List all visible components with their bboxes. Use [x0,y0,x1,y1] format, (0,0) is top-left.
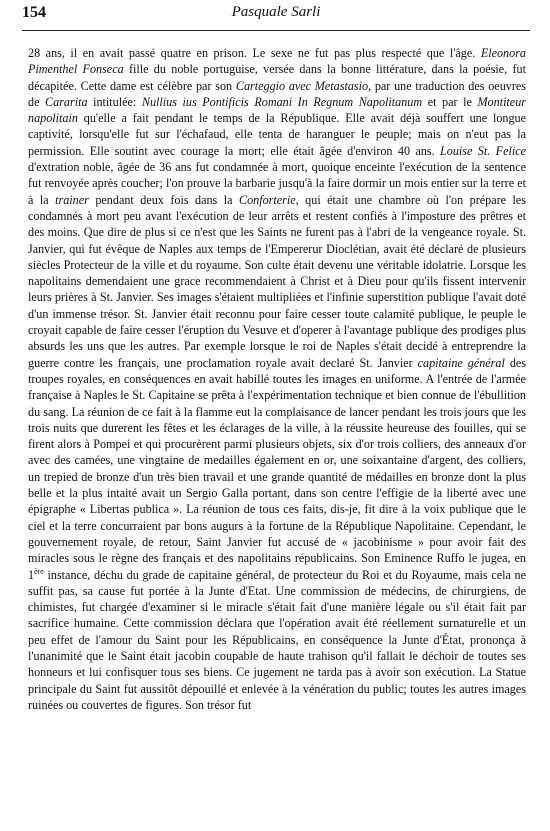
italic-text: Cararita [45,94,88,109]
running-head: Pasquale Sarli [231,4,321,20]
italic-text: Conforterie [239,192,296,207]
italic-text: Eleonora Pimenthel Fonseca [28,46,526,77]
italic-text: Montiteur napolitain [28,94,526,126]
page-header [22,0,530,31]
text-run: intitulée: [87,94,142,109]
text-run: qu'elle a fait pendant le temps de la République. Elle avait déjà souffert une longue captivité, lorsqu'elle fut sur l'échafaud, elle tenta de haranguer le peuple; mais on n'eut pas la permission. Elle soutint avec courage la mort; elle était âgée d'environ 40 ans. [28,111,526,158]
paragraph [28,45,526,713]
text-run: et par le [422,94,478,109]
page-number: 154 [22,4,46,21]
text-run: 28 ans, il en avait passé quatre en prison. Le sexe ne fut pas plus respecté que l'âge. [28,46,481,60]
text-run: des troupes royales, en conséquences en avait habillé toutes les images en uniforme. A l'entrée de l'armée française à Naples le St. Capitaine se prêta à l'expérimentation technique et bien connue de l'ébullition du sang. La réunion de ce fait à la flamme eut la complaisance de lancer pendant les trois jours que les trois nuits que durerent les fêtes et les éclarages de la ville, à la réussite heureuse des fouilles, qui se firent alors à Pompei et qui procurèrent parmi plusieurs objets, six d'or trois colliers, des anneaux d'or avec des camées, une vingtaine de medailles également en or, une soixantaine d'argent, des colliers, un trepied de bronze d'un très bien travail et une grande quantité de médailles en bronze dont la plus belle et la plus intaité avait un Sergio Galla portant, dans son centre l'effigie de la liberté avec une épigraphe « Libertas publica ». La réunion de tous ces faits, dis-je, fit dire à la voix publique que le ciel et la terre concurraient par bons augurs à la fortune de la République Napolitaine. Cependant, le gouvernement royale, de retour, Saint Janvier fut accusé de « jacobinisme » pour avoir fait des miracles sous le règne des français et des napolitains républicains. Son Eminence Ruffo le jugea, en 1 [28,355,527,582]
text-run: d'extration noble, âgée de 36 ans fut condamnée à mort, quoique enceinte l'exécution de la sentence fut renvoyée après coucher; l'on prouve la barbarie jusqu'à la faire dormir un mois entier sur la terre et à la [28,160,526,207]
text-run: fille du noble portuguise, versée dans la bonne littérature, dans la poésie, fut décapitée. Cette dame est célèbre par son [28,62,526,93]
text-run: instance, déchu du grade de capitaine général, de protecteur du Roi et du Royaume, mais cela ne suffit pas, sa cause fut portée à la Junte d'Etat. Une commission de médecins, de chirurgiens, de chimistes, fut chargée d'examiner si le miracle s'était fait d'une manière légale ou s'il était fait par sacrifice humaine. Cette commission déclara que l'opération avait été réellement surnaturelle et un peu effet de l'amour du Saint pour les Républicains, en conséquence la Junte d'État, prononça à l'unanimité que le Saint était jacobin coupable de haute trahison qu'il fallait le déchoir de toutes ses honneurs et lui confisquer tous ses biens. Ce jugement ne tarda pas à avoir son exécution. La Statue principale du Saint fut aussitôt dépouillé et enlevée à la vénération du public; toutes les autres images ruinées ou couvertes de figures. Son trésor fut [28,567,526,712]
text-run: , qui était une chambre où l'on prépare les condamnés à mort peu avant l'exécution de leur arrêts et restent confiés à l'imposture des prêtres et des moins. Que dire de plus si ce n'est que les Saints ne furent pas à l'abri de la vengeance royale. St. Janvier, qui fut évêque de Naples aux temps de l'Empererur Dioclétian, avait été déclaré de plusieurs siècles Protecteur de la ville et du royaume. Son culte était devenu une véritable idolatrie. Lorsque les napolitains demendaient une grace recommendaient à Christ et à Dieu pour qu'ils fissent intervenir leurs prières à St. Janvier. Ses images s'étaient multipliées et l'infinie superstition publique l'avait doté d'un immense trésor. St. Janvier était reconnu pour faire cesser toute calamité publique, le peuple le croyait capable de faire cesser l'éruption du Vesuve et d'operer à l'avantage publique des prodiges plus absurds les uns que les autres. Par exemple lorsque le roi de Naples s'était decidé à entreprendre la guerre contre les français, une proclamation royale avait declaré St. Janvier [28,192,526,370]
text-run: par une traduction des oeuvres de [28,78,526,109]
italic-text: capitaine général [417,355,505,370]
italic-text: trainer [55,192,89,207]
superscript: ère [34,566,44,576]
italic-text: Nullius ius Pontificis Romani In Regnum Napolitanum [141,94,423,109]
text-run: pendant deux fois dans la [88,192,239,207]
italic-text: Carteggio avec Metastasio, [235,78,372,93]
body-text [28,45,526,713]
italic-text: Louise St. Felice [440,143,526,158]
